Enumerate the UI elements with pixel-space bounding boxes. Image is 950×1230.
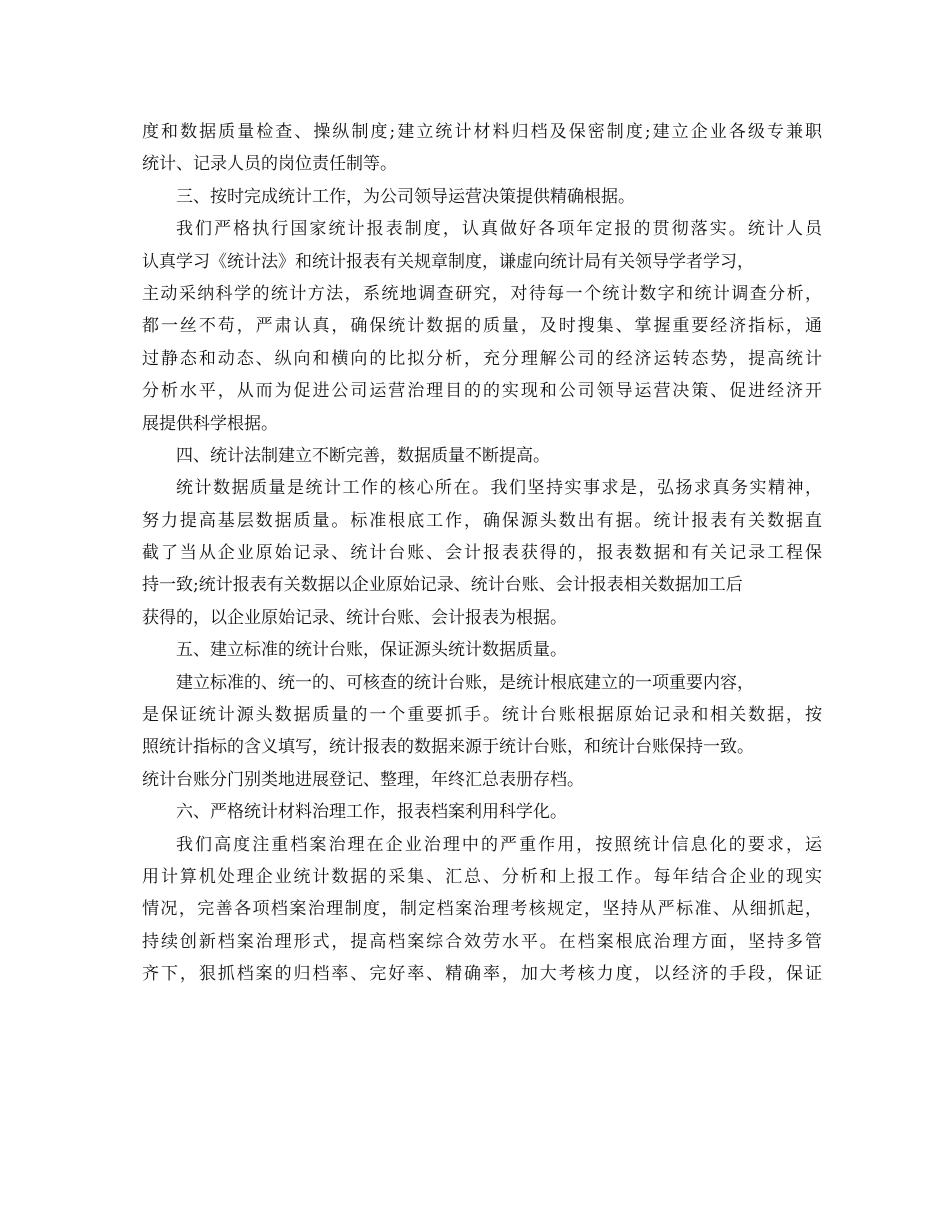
- text-line: 都一丝不苟，严肃认真，确保统计数据的质量，及时搜集、掌握重要经济指标，通: [142, 316, 822, 337]
- text-line: 照统计指标的含义填写，统计报表的数据来源于统计台账，和统计台账保持一致。: [142, 737, 754, 758]
- text-line: 认真学习《统计法》和统计报表有关规章制度，谦虚向统计局有关领导学者学习，: [142, 251, 754, 272]
- text-line: 分析水平，从而为促进公司运营治理目的的实现和公司领导运营决策、促进经济开: [142, 381, 822, 402]
- section-heading: 五、建立标准的统计台账，保证源头统计数据质量。: [176, 640, 567, 661]
- section-heading: 六、严格统计材料治理工作，报表档案利用科学化。: [176, 802, 567, 823]
- document-body: [142, 116, 822, 991]
- text-line: 是保证统计源头数据质量的一个重要抓手。统计台账根据原始记录和相关数据，按: [142, 705, 822, 726]
- section-heading: 四、统计法制建立不断完善，数据质量不断提高。: [176, 445, 550, 466]
- text-line: 截了当从企业原始记录、统计台账、会计报表获得的，报表数据和有关记录工程保: [142, 543, 822, 564]
- text-line: 用计算机处理企业统计数据的采集、汇总、分析和上报工作。每年结合企业的现实: [142, 866, 822, 887]
- text-line: 持续创新档案治理形式，提高档案综合效劳水平。在档案根底治理方面，坚持多管: [142, 931, 822, 952]
- text-line: 情况，完善各项档案治理制度，制定档案治理考核规定，坚持从严标准、从细抓起，: [142, 899, 822, 920]
- text-line: 度和数据质量检查、操纵制度;建立统计材料归档及保密制度;建立企业各级专兼职: [142, 122, 822, 142]
- text-line: 统计台账分门别类地进展登记、整理，年终汇总表册存档。: [142, 769, 584, 790]
- text-line: 获得的，以企业原始记录、统计台账、会计报表为根据。: [142, 607, 567, 628]
- text-line: 统计、记录人员的岗位责任制等。: [142, 154, 397, 175]
- text-line: 过静态和动态、纵向和横向的比拟分析，充分理解公司的经济运转态势，提高统计: [142, 348, 822, 369]
- text-line: 统计数据质量是统计工作的核心所在。我们坚持实事求是，弘扬求真务实精神，: [176, 478, 822, 499]
- section-heading: 三、按时完成统计工作，为公司领导运营决策提供精确根据。: [176, 186, 635, 207]
- text-line: 努力提高基层数据质量。标准根底工作，确保源头数出有据。统计报表有关数据直: [142, 510, 822, 531]
- text-line: 我们严格执行国家统计报表制度，认真做好各项年定报的贯彻落实。统计人员: [176, 219, 822, 240]
- text-line: 展提供科学根据。: [142, 413, 278, 434]
- text-line: 我们高度注重档案治理在企业治理中的严重作用，按照统计信息化的要求，运: [176, 834, 822, 855]
- text-line: 主动采纳科学的统计方法，系统地调查研究，对待每一个统计数字和统计调查分析，: [142, 283, 822, 304]
- text-line: 建立标准的、统一的、可核查的统计台账，是统计根底建立的一项重要内容，: [176, 672, 754, 693]
- text-line: 齐下，狠抓档案的归档率、完好率、精确率，加大考核力度，以经济的手段，保证: [142, 964, 822, 985]
- text-line: 持一致;统计报表有关数据以企业原始记录、统计台账、会计报表相关数据加工后: [142, 575, 743, 596]
